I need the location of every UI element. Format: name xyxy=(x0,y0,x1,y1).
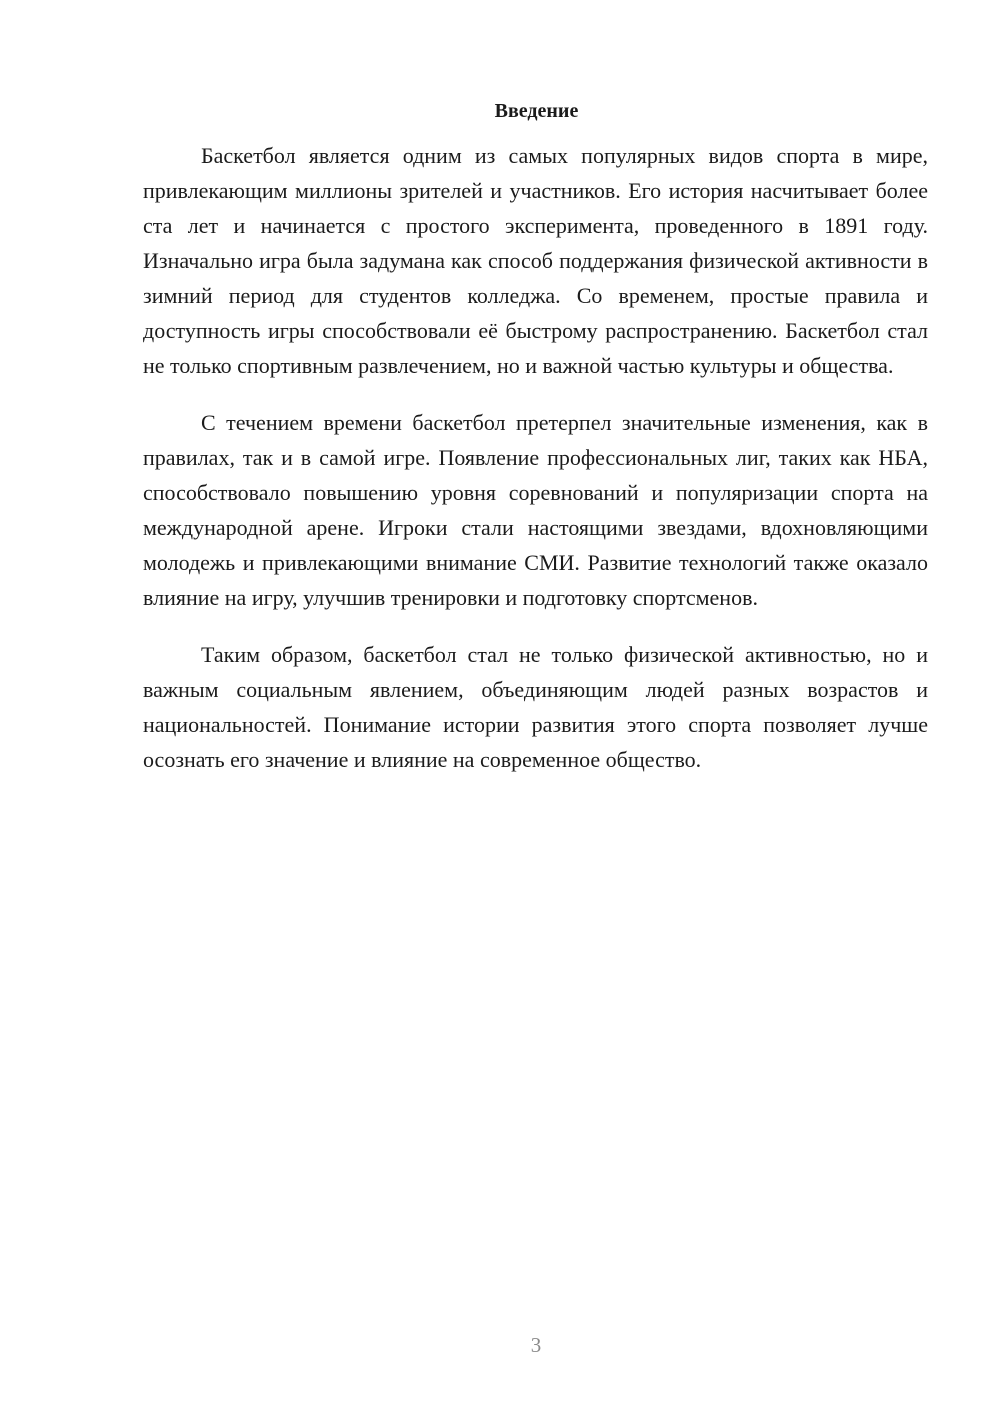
paragraph-3: Таким образом, баскетбол стал не только физической активностью, но и важным социальным явлением, объединяющим людей разных возрастов и национальностей. Понимание истории развития этого спорта позволяет лучше осознать его значение и влияние на современное общество. xyxy=(143,642,928,772)
page-number: 3 xyxy=(530,1333,542,1357)
page-content xyxy=(143,96,928,777)
paragraph-1: Баскетбол является одним из самых популярных видов спорта в мире, привлекающим миллионы зрителей и участников. Его история насчитывает более ста лет и начинается с простого эксперимента, проведенного в 1891 году. Изначально игра была задумана как способ поддержания физической активности в зимний период для студентов колледжа. Со временем, простые правила и доступность игры способствовали её быстрому распространению. Баскетбол стал не только спортивным развлечением, но и важной частью культуры и общества. xyxy=(143,143,928,378)
section-title: Введение xyxy=(494,100,579,122)
paragraph-2: С течением времени баскетбол претерпел значительные изменения, как в правилах, так и в самой игре. Появление профессиональных лиг, таких как НБА, способствовало повышению уровня соревнований и популяризации спорта на международной арене. Игроки стали настоящими звездами, вдохновляющими молодежь и привлекающими внимание СМИ. Развитие технологий также оказало влияние на игру, улучшив тренировки и подготовку спортсменов. xyxy=(143,410,928,610)
